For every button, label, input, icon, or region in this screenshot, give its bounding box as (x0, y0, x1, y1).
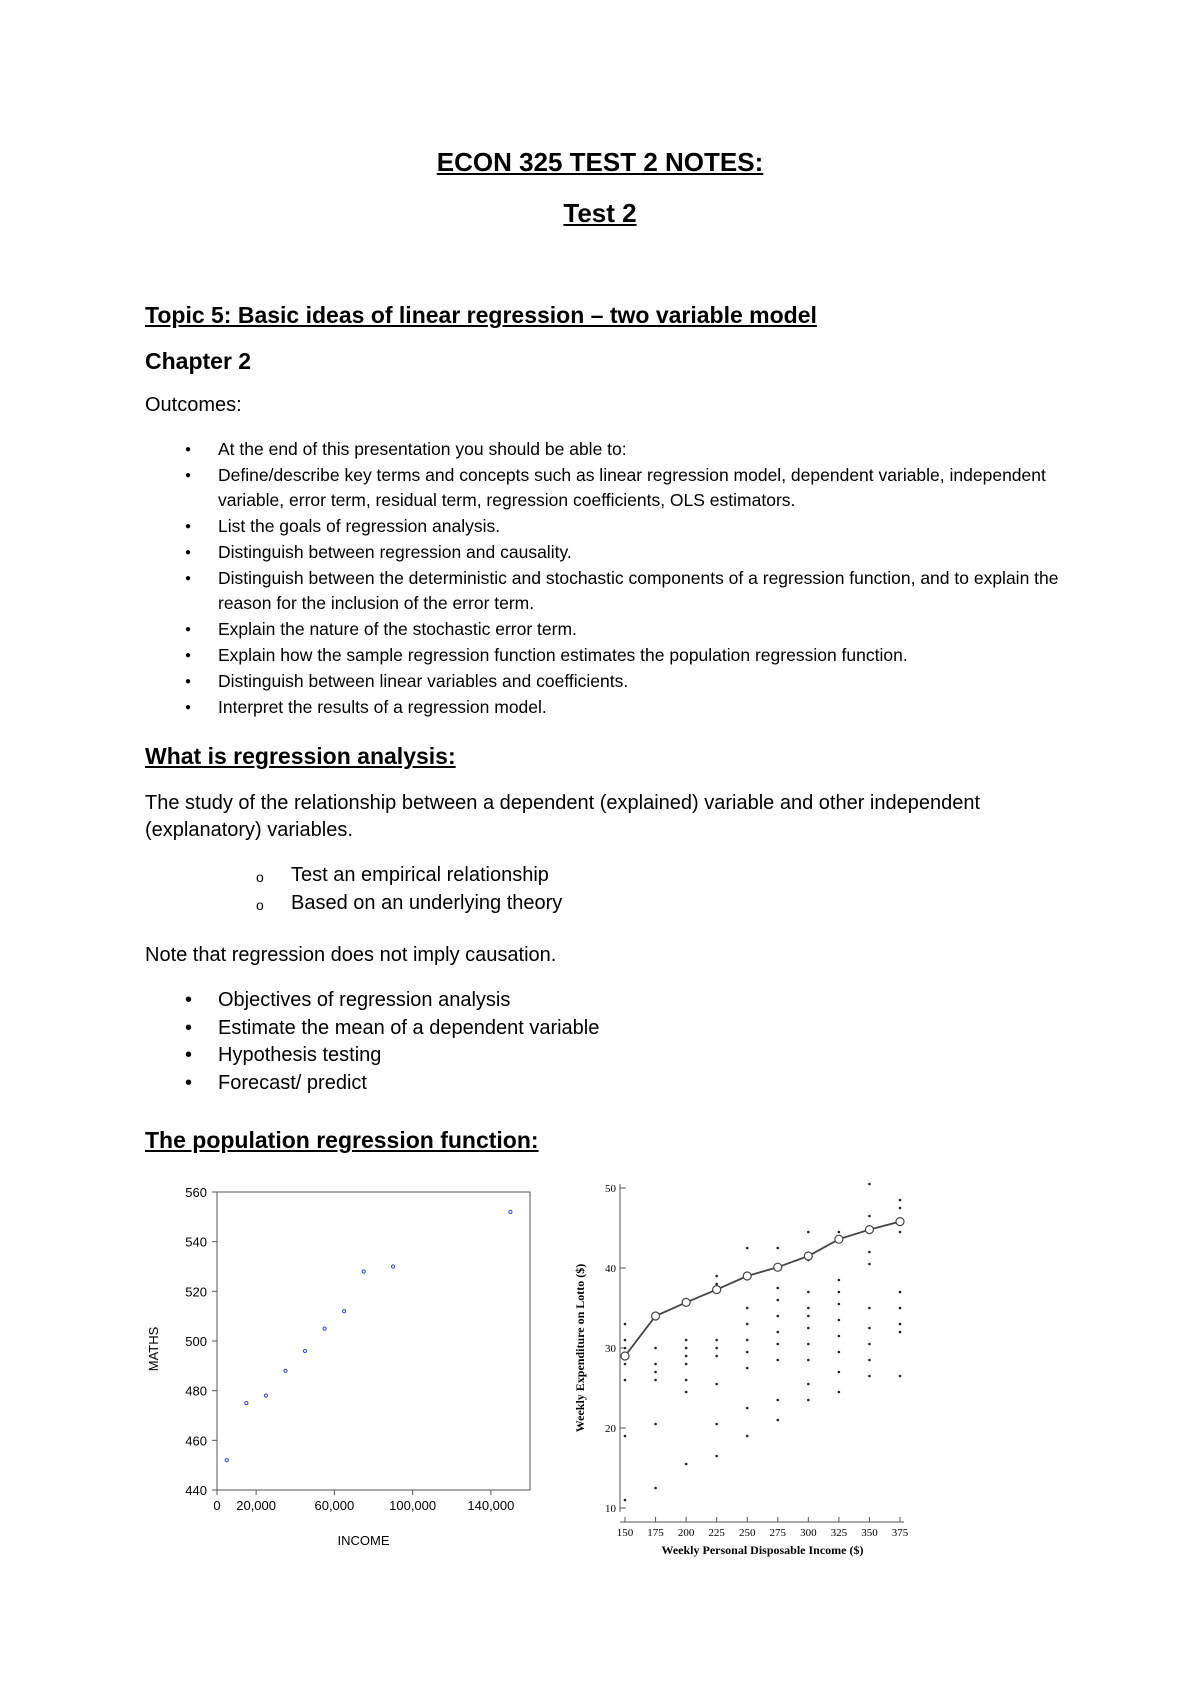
y-tick-label: 40 (605, 1263, 616, 1275)
x-tick-label: 250 (738, 1527, 756, 1539)
data-point (899, 1323, 902, 1326)
mean-point (652, 1312, 660, 1320)
list-item: ● Define/describe key terms and concepts such as linear regression model, dependent variable, independent variable, error term, residual term, regression coefficients, OLS estimators. (145, 463, 1095, 513)
data-point (624, 1339, 627, 1342)
y-tick-label: 560 (185, 1185, 207, 1200)
data-point (624, 1347, 627, 1350)
objectives-list (145, 987, 599, 1097)
data-point (868, 1307, 871, 1310)
x-tick-label: 0 (213, 1498, 221, 1513)
y-tick-label: 50 (605, 1183, 616, 1195)
data-point (654, 1371, 657, 1374)
data-point (776, 1247, 779, 1250)
data-point (654, 1379, 657, 1382)
data-point (654, 1363, 657, 1366)
x-tick-label: 325 (830, 1527, 848, 1539)
data-point (838, 1391, 841, 1394)
regression-sub-list (250, 861, 562, 917)
data-point (807, 1399, 810, 1402)
data-point (899, 1291, 902, 1294)
list-item: ● Explain how the sample regression function estimates the population regression function. (145, 643, 1095, 668)
data-point (624, 1323, 627, 1326)
x-tick-label: 150 (616, 1527, 634, 1539)
data-point (776, 1399, 779, 1402)
list-item: ● Interpret the results of a regression model. (145, 695, 1095, 720)
data-point (624, 1499, 627, 1502)
data-point (284, 1369, 287, 1372)
mean-line (625, 1222, 900, 1356)
mean-point (835, 1235, 843, 1243)
y-axis-label: Weekly Expenditure on Lotto ($) (573, 1263, 587, 1433)
document-title: ECON 325 TEST 2 NOTES: (436, 147, 764, 177)
data-point (323, 1327, 326, 1330)
data-point (624, 1363, 627, 1366)
data-point (838, 1335, 841, 1338)
data-point (838, 1371, 841, 1374)
data-point (776, 1287, 779, 1290)
mean-point (682, 1298, 690, 1306)
data-point (776, 1331, 779, 1334)
data-point (715, 1355, 718, 1358)
data-point (715, 1423, 718, 1426)
data-point (807, 1315, 810, 1318)
data-point (807, 1359, 810, 1362)
list-item: • Objectives of regression analysis (145, 987, 599, 1015)
list-item: ● Distinguish between regression and causality. (145, 540, 1095, 565)
outcomes-label: Outcomes: (145, 394, 242, 416)
data-point (746, 1307, 749, 1310)
data-point (776, 1359, 779, 1362)
data-point (746, 1339, 749, 1342)
data-point (685, 1347, 688, 1350)
data-point (838, 1279, 841, 1282)
data-point (654, 1347, 657, 1350)
data-point (685, 1379, 688, 1382)
x-axis-label: INCOME (337, 1533, 390, 1548)
x-tick-label: 225 (708, 1527, 725, 1539)
data-point (715, 1455, 718, 1458)
data-point (685, 1363, 688, 1366)
mean-point (621, 1352, 629, 1360)
data-point (868, 1215, 871, 1218)
data-point (868, 1327, 871, 1330)
data-point (715, 1383, 718, 1386)
maths-income-scatter-chart (140, 1172, 540, 1552)
data-point (868, 1359, 871, 1362)
data-point (899, 1331, 902, 1334)
x-tick-label: 375 (891, 1527, 909, 1539)
x-tick-label: 100,000 (389, 1498, 437, 1513)
data-point (899, 1307, 902, 1310)
list-item: • Forecast/ predict (145, 1070, 599, 1098)
data-point (654, 1487, 657, 1490)
data-point (838, 1231, 841, 1234)
data-point (807, 1231, 810, 1234)
mean-point (804, 1252, 812, 1260)
list-item: ● Distinguish between linear variables and coefficients. (145, 669, 1095, 694)
x-tick-label: 60,000 (314, 1498, 355, 1513)
data-point (868, 1251, 871, 1254)
plot-frame (217, 1192, 530, 1490)
list-item: ● At the end of this presentation you should be able to: (145, 437, 1095, 462)
chapter-heading: Chapter 2 (145, 348, 252, 374)
x-tick-label: 175 (647, 1527, 664, 1539)
x-tick-label: 140,000 (467, 1498, 515, 1513)
data-point (245, 1401, 248, 1404)
prf-heading: The population regression function: (145, 1127, 539, 1153)
data-point (343, 1310, 346, 1313)
data-point (685, 1463, 688, 1466)
y-tick-label: 20 (605, 1423, 616, 1435)
x-tick-label: 350 (861, 1527, 878, 1539)
data-point (899, 1231, 902, 1234)
data-point (624, 1379, 627, 1382)
y-tick-label: 440 (185, 1483, 207, 1498)
list-item: • Hypothesis testing (145, 1042, 599, 1070)
topic-heading: Topic 5: Basic ideas of linear regression – two variable model (145, 302, 817, 328)
data-point (807, 1307, 810, 1310)
data-point (654, 1423, 657, 1426)
data-point (624, 1435, 627, 1438)
data-point (868, 1263, 871, 1266)
list-item: ● Distinguish between the deterministic and stochastic components of a regression function, and to explain the reason for the inclusion of the error term. (145, 566, 1095, 616)
data-point (807, 1383, 810, 1386)
data-point (868, 1375, 871, 1378)
data-point (776, 1315, 779, 1318)
y-tick-label: 480 (185, 1383, 207, 1399)
data-point (868, 1183, 871, 1186)
data-point (838, 1291, 841, 1294)
data-point (225, 1459, 228, 1462)
data-point (838, 1351, 841, 1354)
list-item: ● Explain the nature of the stochastic error term. (145, 617, 1095, 642)
document-subtitle: Test 2 (563, 198, 637, 228)
data-point (807, 1291, 810, 1294)
data-point (776, 1343, 779, 1346)
list-item: ● List the goals of regression analysis. (145, 514, 1095, 539)
list-item: • Estimate the mean of a dependent variable (145, 1015, 599, 1043)
data-point (776, 1419, 779, 1422)
outcomes-list (145, 437, 1095, 721)
x-tick-label: 300 (800, 1527, 817, 1539)
data-point (807, 1327, 810, 1330)
regression-heading: What is regression analysis: (145, 743, 456, 769)
y-tick-label: 520 (185, 1284, 207, 1300)
data-point (868, 1343, 871, 1346)
data-point (746, 1351, 749, 1354)
data-point (303, 1349, 306, 1352)
causation-note: Note that regression does not imply causation. (145, 944, 557, 966)
data-point (899, 1375, 902, 1378)
x-tick-label: 275 (769, 1527, 787, 1539)
data-point (685, 1391, 688, 1394)
data-point (391, 1265, 394, 1268)
y-axis-label: MATHS (146, 1326, 161, 1372)
mean-point (865, 1226, 873, 1234)
mean-point (743, 1272, 751, 1280)
mean-point (774, 1263, 782, 1271)
data-point (899, 1199, 902, 1202)
data-point (746, 1323, 749, 1326)
mean-point (896, 1218, 904, 1226)
data-point (509, 1210, 512, 1213)
data-point (264, 1394, 267, 1397)
x-axis-label: Weekly Personal Disposable Income ($) (661, 1543, 864, 1557)
data-point (746, 1407, 749, 1410)
regression-paragraph: The study of the relationship between a dependent (explained) variable and other independent (explanatory) variables. (145, 792, 981, 841)
y-tick-label: 500 (185, 1334, 207, 1349)
data-point (685, 1339, 688, 1342)
data-point (685, 1355, 688, 1358)
data-point (838, 1303, 841, 1306)
y-tick-label: 10 (605, 1503, 616, 1515)
x-tick-label: 20,000 (236, 1498, 277, 1513)
data-point (362, 1270, 365, 1273)
y-tick-label: 460 (185, 1433, 207, 1449)
mean-point (713, 1286, 721, 1294)
data-point (715, 1347, 718, 1350)
data-point (776, 1299, 779, 1302)
data-point (746, 1367, 749, 1370)
data-point (715, 1275, 718, 1278)
list-item: o Test an empirical relationship (250, 861, 562, 889)
data-point (715, 1339, 718, 1342)
data-point (746, 1247, 749, 1250)
lotto-income-scatter-chart (570, 1168, 920, 1558)
data-point (899, 1207, 902, 1210)
y-tick-label: 30 (605, 1343, 616, 1355)
list-item: o Based on an underlying theory (250, 889, 562, 917)
data-point (746, 1435, 749, 1438)
data-point (838, 1319, 841, 1322)
data-point (807, 1343, 810, 1346)
x-tick-label: 200 (677, 1527, 695, 1539)
y-tick-label: 540 (185, 1234, 207, 1250)
data-point (715, 1283, 718, 1286)
